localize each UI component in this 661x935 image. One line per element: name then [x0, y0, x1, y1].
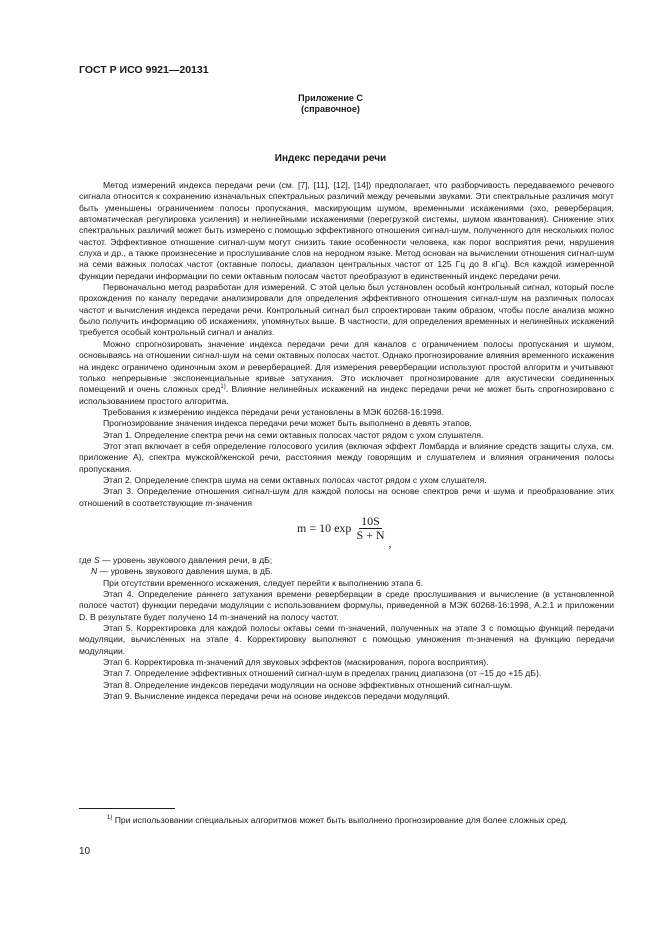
definition-n: N — уровень звукового давления шума, в дБ.: [91, 566, 273, 577]
footnote-marker: 1): [107, 815, 113, 822]
annex-subtitle: (справочное): [301, 104, 360, 114]
annex-title: Приложение С: [298, 93, 363, 103]
step-paragraph: Этап 9. Вычисление индекса передачи речи на основе индексов передачи модуляций.: [103, 691, 450, 702]
footnote-separator: [79, 808, 175, 809]
paragraph: Первоначально метод разработан для измерений. С этой целью был установлен особый контрольный сигнал, который после прохождения по каналу передачи анализировали для определения эффективного отношения сигнал-шум на различных полосах частот и вычисления индекса передачи речи. Контрольный сигнал был спроектирован таким образом, чтобы после анализа можно было получить информацию об искажениях, упомянутых выше. В частности, для определения временных и нелинейных искажений требуется особый контрольный сигнал и анализ.: [79, 282, 614, 338]
step-paragraph: Этап 8. Определение индексов передачи модуляции на основе эффективных отношений сигнал-шум.: [103, 679, 513, 690]
body-text: [79, 180, 614, 702]
step-paragraph: При отсутствии временного искажения, следует перейти к выполнению этапа 6.: [103, 577, 424, 588]
footnote: $^{1)}$ При использовании специальных алгоритмов может быть выполнено прогнозирование для более сложных сред.: [107, 815, 568, 825]
paragraph: Требования к измерению индекса передачи речи установлены в МЭК 60268-16:1998.: [103, 406, 444, 417]
formula-fraction: [354, 513, 386, 543]
step-paragraph: Этап 7. Определение эффективных отношений сигнал-шум в пределах границ диапазона (от –15 до +15 дБ).: [103, 668, 542, 679]
paragraph: Этот этап включает в себя определение голосового усилия (включая эффект Ломбарда и влияние средств защиты слуха, см. приложение А), спектра мужской/женской речи, расстояния между говорящим и слушателем и влияния ограничения полосы пропускания.: [79, 440, 614, 474]
step-paragraph: Этап 5. Корректировка для каждой полосы октавы семи m-значений, полученных на этапе 3 с помощью функций передачи модуляции, вычисленных на этапе 4. Корректировку выполняют с помощью умножения m-значения на функцию передачи модуляции.: [79, 623, 614, 656]
paragraph: Этап 3. Определение отношения сигнал-шум для каждой полосы на основе спектров речи и шума и преобразование этих отношений в соответствующие m-значения: [79, 486, 614, 508]
step-paragraph: Этап 6. Корректировка m-значений для звуковых эффектов (маскирования, порога восприятия).: [103, 657, 489, 668]
paragraph: Можно спрогнозировать значение индекса передачи речи для каналов с ограничением полосы пропускания и шумом, основываясь на отношении сигнал-шум на семи октавных полосах частот. Однако прогнозирование влияния временного искажения на индекс ограничено одиночным эхом и реверберацией. Для измерения реверберации используют простой алгоритм и учитывают только непрерывные экспоненциальные кривые затухания. Это исключает прогнозирование для акустически соединенных помещений и очень сложных сред$^{1)}$. Влияние нелинейных искажений на индекс передачи речи не может быть спрогнозировано с использованием простого алгоритма.: [79, 338, 614, 406]
formula-lhs: m = 10 exp: [297, 521, 352, 536]
document-header: ГОСТ Р ИСО 9921—20131: [79, 64, 209, 76]
paragraph: Этап 1. Определение спектра речи на семи октавных полосах частот рядом с ухом слушателя.: [103, 429, 484, 440]
paragraph: Метод измерений индекса передачи речи (см. [7], [11], [12], [14]) предполагает, что разборчивость передаваемого речевого сигнала относится к сохранению изначальных спектральных различий между речевыми звуками. Эти спектральные различия могут быть уменьшены ограничением полосы пропускания, маскирующим шумом, временными искажениями (эхо, реверберация, автоматическая регулировка усиления) и нелинейными искажениями (перегрузкой системы, шумом квантования). Снижение этих спектральных различий может быть измерено с помощью эффективного отношения сигнал-шум, полученного для нескольких полос частот. Эффективное отношение сигнал-шум могут снизить такие особенности человека, как порог восприятия речи, нарушения слуха и др., а также произнесение и прослушивание слов на неродном языке. Метод основан на вычислении отношения сигнал-шум на семи важных полосах частот (октавные полосы, диапазон центральных частот от 125 Гц до 8 кГц). Вся каждой измеренной функции передачи информации по семи октавным полосам частот преобразуют в единственный индекс передачи речи.: [79, 180, 614, 281]
definition-s: где S — уровень звукового давления речи, в дБ;: [79, 554, 273, 565]
page-number: 10: [79, 846, 91, 857]
paragraph: Этап 2. Определение спектра шума на семи октавных полосах частот рядом с ухом слушателя.: [103, 474, 487, 485]
footnote-reference: 1): [220, 384, 226, 391]
formula: m = 10 exp $\frac{10S}{S + N}$ ,: [297, 513, 392, 551]
formula-numerator: 10S: [361, 513, 380, 528]
section-title: Индекс передачи речи: [274, 153, 387, 164]
step-paragraph: Этап 4. Определение раннего затухания времени реверберации в среде прослушивания и вычисление (в установленной полосе частот) функции передачи модуляции с использованием формулы, приведенной в МЭК 60268-16:1998, А.2.1 и приложении D. В результате будет получено 14 m-значений на полосу частот.: [79, 589, 614, 622]
formula-denominator: S + N: [356, 528, 385, 543]
paragraph: Прогнозирование значения индекса передачи речи может быть выполнено в девять этапов.: [103, 418, 472, 429]
